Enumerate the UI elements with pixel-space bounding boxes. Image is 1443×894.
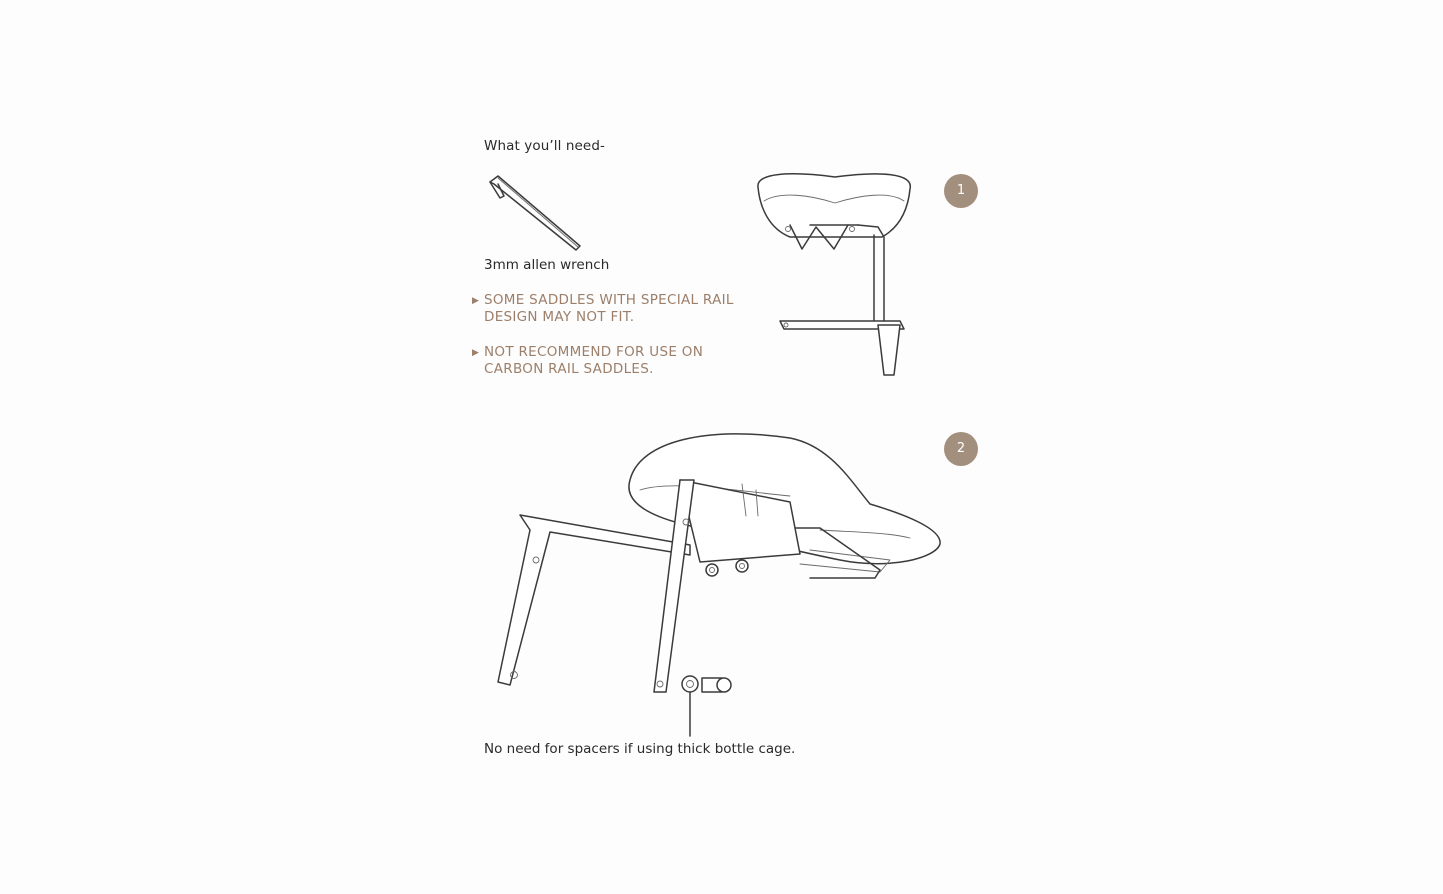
- warning-text: NOT RECOMMEND FOR USE ON CARBON RAIL SADDLES.: [484, 344, 704, 377]
- allen-wrench-icon: [480, 170, 590, 255]
- triangle-right-icon: ▶: [472, 296, 480, 306]
- step-1-illustration: [750, 165, 920, 385]
- step-1-badge: 1: [944, 174, 978, 208]
- warning-text: SOME SADDLES WITH SPECIAL RAIL DESIGN MAY NOT FIT.: [484, 292, 734, 325]
- step-2-badge: 2: [944, 432, 978, 466]
- tools-title: What you’ll need-: [484, 138, 605, 154]
- warning-item: [472, 292, 772, 332]
- caption: No need for spacers if using thick bottle cage.: [484, 741, 796, 757]
- step-2-illustration: [490, 420, 960, 750]
- triangle-right-icon: ▶: [472, 348, 480, 358]
- warning-item: [472, 344, 772, 384]
- wrench-label: 3mm allen wrench: [484, 257, 610, 273]
